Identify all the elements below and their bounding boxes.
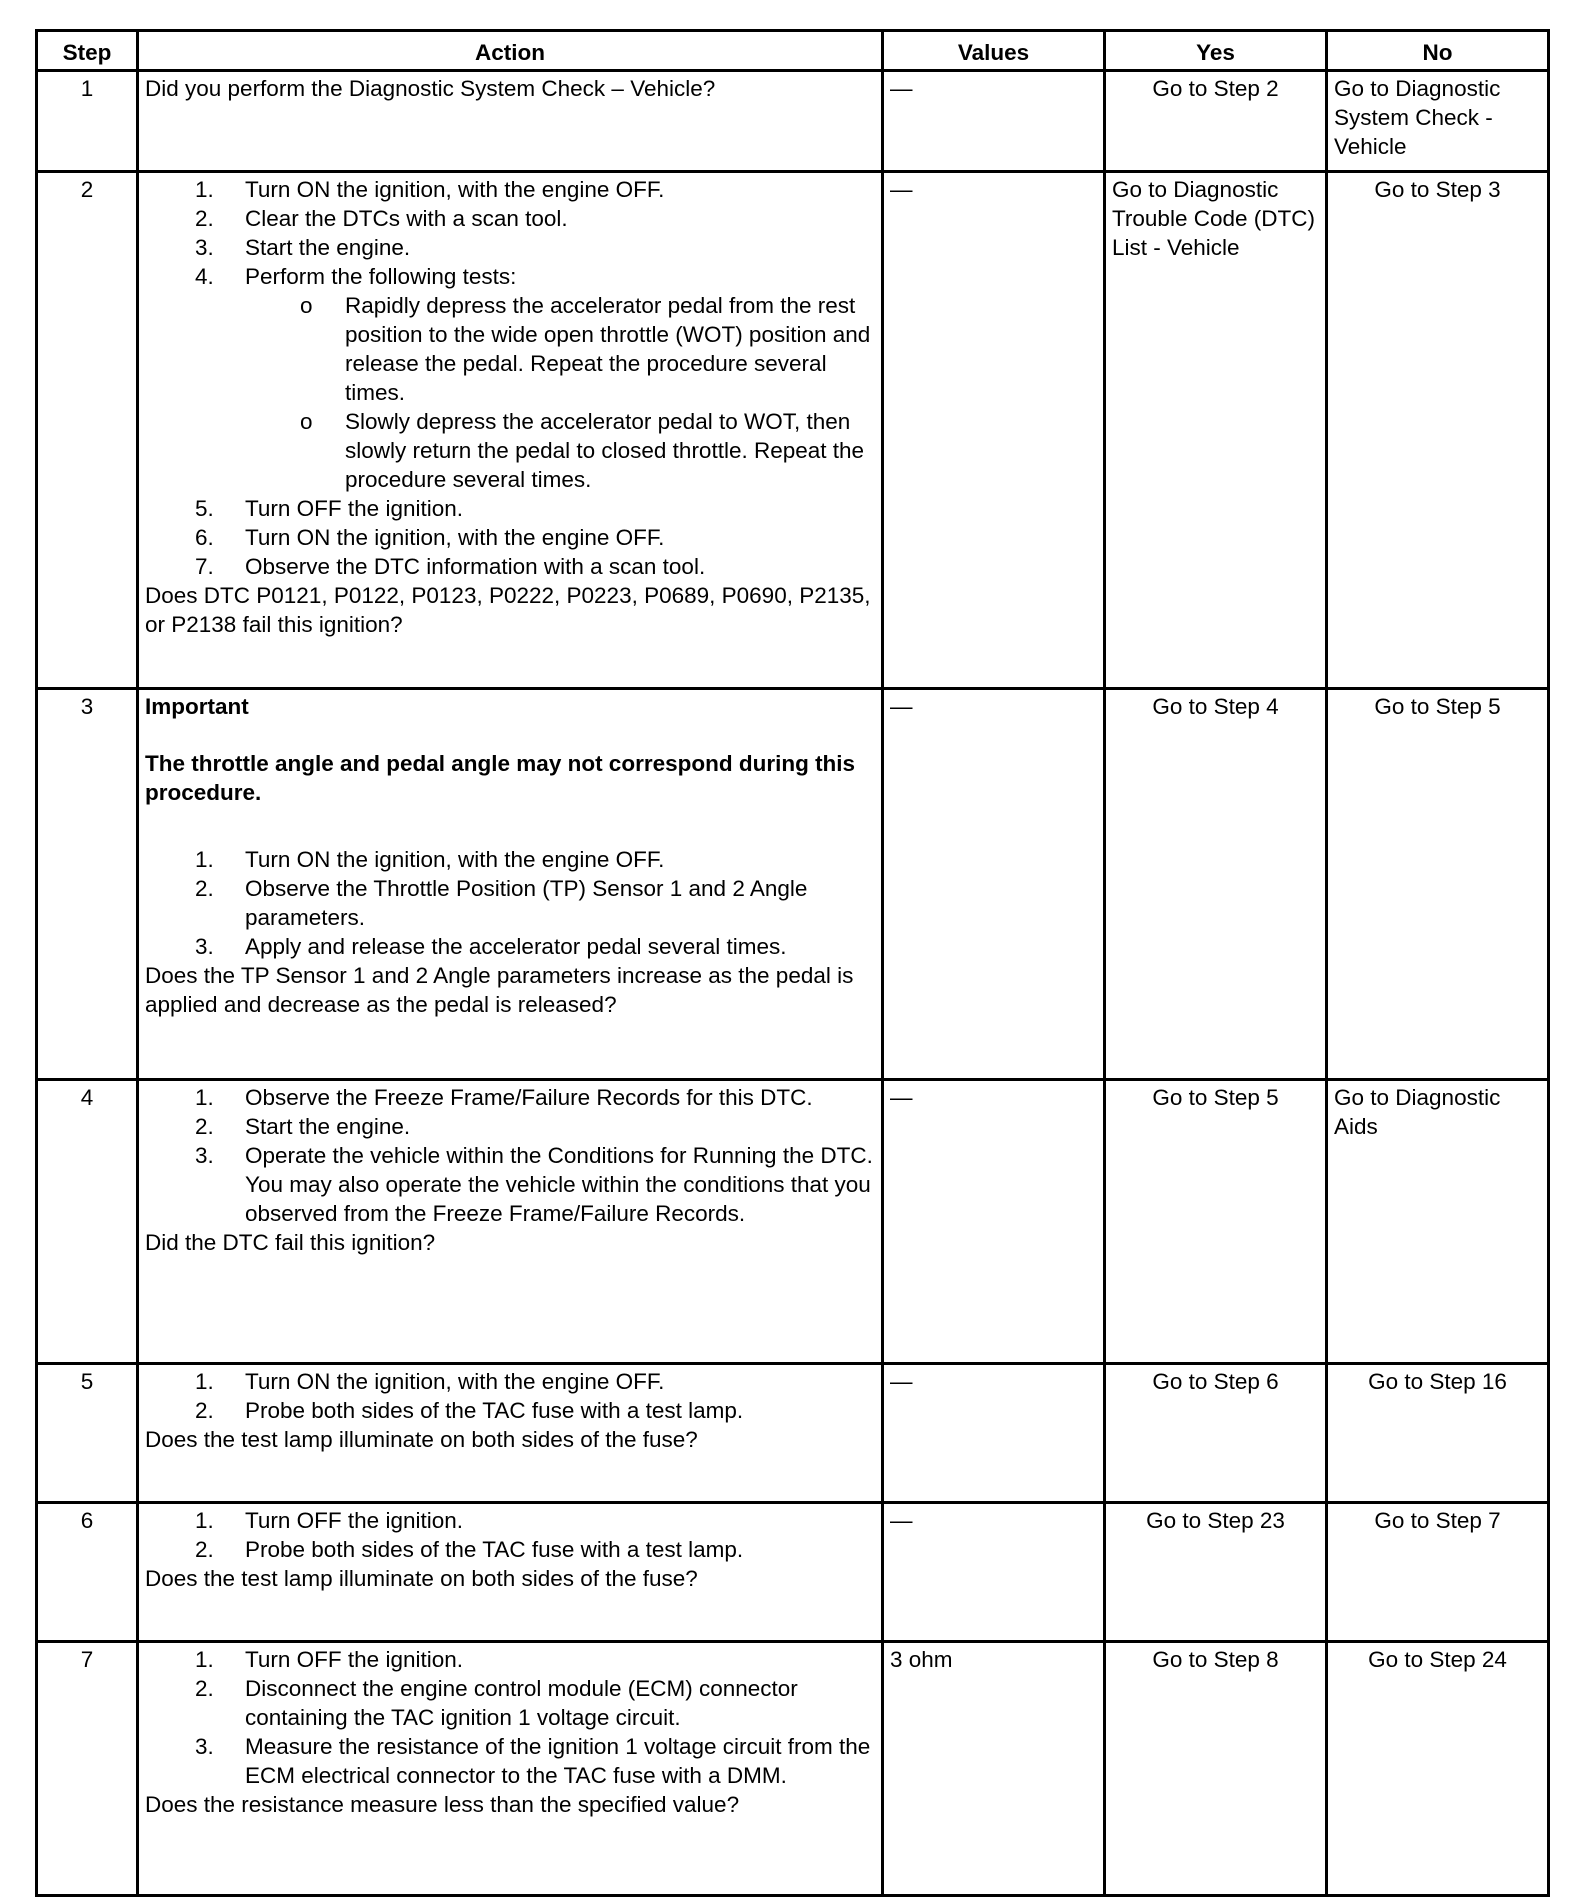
action-list-continued <box>145 494 875 581</box>
list-item: 2. Probe both sides of the TAC fuse with a test lamp. <box>195 1398 744 1423</box>
no-cell: Go to Diagnostic Aids <box>1327 1080 1549 1364</box>
header-action: Action <box>138 31 883 71</box>
list-item: 1. Turn OFF the ignition. <box>195 1508 464 1533</box>
header-values: Values <box>883 31 1105 71</box>
question-text: Does the test lamp illuminate on both sides of the fuse? <box>145 1427 698 1452</box>
action-list <box>145 1083 875 1228</box>
yes-cell: Go to Diagnostic Trouble Code (DTC) List - Vehicle <box>1105 172 1327 689</box>
values-cell: — <box>883 689 1105 1080</box>
no-cell: Go to Step 16 <box>1327 1364 1549 1503</box>
action-list <box>145 845 875 961</box>
no-cell: Go to Diagnostic System Check - Vehicle <box>1327 71 1549 172</box>
list-item: 4. Perform the following tests: <box>195 264 517 289</box>
action-cell <box>138 1642 883 1896</box>
table-row-step-6 <box>37 1503 1549 1642</box>
no-cell: Go to Step 5 <box>1327 689 1549 1080</box>
header-yes: Yes <box>1105 31 1327 71</box>
list-item: 1. Turn ON the ignition, with the engine OFF. <box>195 847 665 872</box>
step-number: 2 <box>37 172 138 689</box>
values-cell: — <box>883 1080 1105 1364</box>
action-list <box>145 175 875 291</box>
list-item: 1. Observe the Freeze Frame/Failure Records for this DTC. <box>195 1085 813 1110</box>
list-item: 1. Turn ON the ignition, with the engine OFF. <box>195 1369 665 1394</box>
table-row-step-3 <box>37 689 1549 1080</box>
question-text: Does the TP Sensor 1 and 2 Angle parameters increase as the pedal is applied and decrease as the pedal is released? <box>145 963 854 1017</box>
header-step: Step <box>37 31 138 71</box>
values-cell: — <box>883 1364 1105 1503</box>
step-number: 6 <box>37 1503 138 1642</box>
table-row-step-2 <box>37 172 1549 689</box>
table-row-step-1 <box>37 71 1549 172</box>
question-text: Does the test lamp illuminate on both sides of the fuse? <box>145 1566 698 1591</box>
list-item: 3. Start the engine. <box>195 235 411 260</box>
values-cell: — <box>883 1503 1105 1642</box>
list-item: 6. Turn ON the ignition, with the engine OFF. <box>195 525 665 550</box>
action-cell <box>138 172 883 689</box>
important-text: The throttle angle and pedal angle may not correspond during this procedure. <box>145 751 856 805</box>
list-item: 1. Turn ON the ignition, with the engine OFF. <box>195 177 665 202</box>
list-item: 2. Disconnect the engine control module (ECM) connector containing the TAC ignition 1 voltage circuit. <box>195 1676 798 1730</box>
important-title: Important <box>145 694 249 719</box>
yes-cell: Go to Step 6 <box>1105 1364 1327 1503</box>
list-item: 3. Operate the vehicle within the Conditions for Running the DTC. You may also operate the vehicle within the conditions that you observed from the Freeze Frame/Failure Records. <box>195 1143 873 1226</box>
header-row <box>37 31 1549 71</box>
list-item: 7. Observe the DTC information with a scan tool. <box>195 554 706 579</box>
step-number: 7 <box>37 1642 138 1896</box>
step-number: 4 <box>37 1080 138 1364</box>
action-cell <box>138 1364 883 1503</box>
yes-cell: Go to Step 2 <box>1105 71 1327 172</box>
yes-cell: Go to Step 8 <box>1105 1642 1327 1896</box>
table-row-step-5 <box>37 1364 1549 1503</box>
values-cell: 3 ohm <box>883 1642 1105 1896</box>
action-cell <box>138 71 883 172</box>
values-cell: — <box>883 172 1105 689</box>
list-item: 2. Clear the DTCs with a scan tool. <box>195 206 568 231</box>
action-cell <box>138 689 883 1080</box>
list-item: 2. Probe both sides of the TAC fuse with a test lamp. <box>195 1537 744 1562</box>
list-item: 3. Measure the resistance of the ignition 1 voltage circuit from the ECM electrical connector to the TAC fuse with a DMM. <box>195 1734 871 1788</box>
list-item: 1. Turn OFF the ignition. <box>195 1647 464 1672</box>
sub-list-item: o Slowly depress the accelerator pedal to WOT, then slowly return the pedal to closed throttle. Repeat the procedure several times. <box>300 409 865 492</box>
sub-list <box>145 291 875 494</box>
list-item: 3. Apply and release the accelerator pedal several times. <box>195 934 787 959</box>
table-row-step-4 <box>37 1080 1549 1364</box>
action-list <box>145 1367 875 1425</box>
header-no: No <box>1327 31 1549 71</box>
yes-cell: Go to Step 5 <box>1105 1080 1327 1364</box>
step-number: 1 <box>37 71 138 172</box>
question-text: Did the DTC fail this ignition? <box>145 1230 436 1255</box>
yes-cell: Go to Step 4 <box>1105 689 1327 1080</box>
step-number: 5 <box>37 1364 138 1503</box>
no-cell: Go to Step 24 <box>1327 1642 1549 1896</box>
list-item: 2. Observe the Throttle Position (TP) Sensor 1 and 2 Angle parameters. <box>195 876 808 930</box>
action-list <box>145 1645 875 1790</box>
values-cell: — <box>883 71 1105 172</box>
step-number: 3 <box>37 689 138 1080</box>
action-list <box>145 1506 875 1564</box>
question-text: Does the resistance measure less than the specified value? <box>145 1792 740 1817</box>
action-cell <box>138 1503 883 1642</box>
question-text: Does DTC P0121, P0122, P0123, P0222, P0223, P0689, P0690, P2135, or P2138 fail this ignition? <box>145 583 871 637</box>
action-cell <box>138 1080 883 1364</box>
list-item: 5. Turn OFF the ignition. <box>195 496 464 521</box>
yes-cell: Go to Step 23 <box>1105 1503 1327 1642</box>
diagnostic-table <box>35 29 1550 1897</box>
list-item: 2. Start the engine. <box>195 1114 411 1139</box>
no-cell: Go to Step 7 <box>1327 1503 1549 1642</box>
question-text: Did you perform the Diagnostic System Check – Vehicle? <box>145 76 716 101</box>
sub-list-item: o Rapidly depress the accelerator pedal from the rest position to the wide open throttle (WOT) position and release the pedal. Repeat the procedure several times. <box>300 293 871 405</box>
table-row-step-7 <box>37 1642 1549 1896</box>
no-cell: Go to Step 3 <box>1327 172 1549 689</box>
